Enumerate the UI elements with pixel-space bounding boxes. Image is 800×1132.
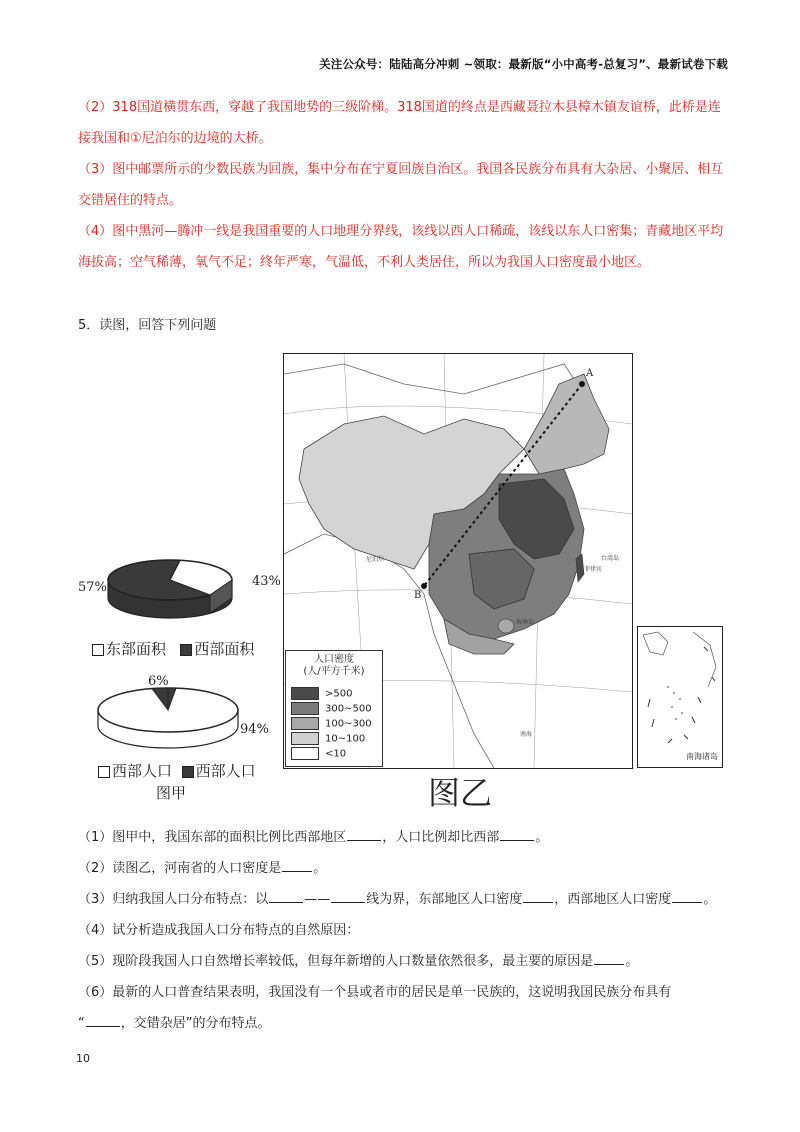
answer-blank[interactable] (594, 952, 624, 965)
map-legend-title: 人口密度 (人/平方千米) (303, 654, 365, 677)
pop-legend: 西部人口 西部人口 (98, 760, 256, 781)
page-header: 关注公众号：陆陆高分冲刺 ~领取：最新版“小中高考-总复习”、最新试卷下载 (319, 57, 728, 71)
map-legend-item (291, 732, 365, 745)
answer-2: （2）318国道横贯东西，穿越了我国地势的三级阶梯。318国道的终点是西藏聂拉木县樟木镇友谊桥，此桥是连接我国和①尼泊尔的边境的大桥。 (78, 100, 721, 146)
question-1: （1）图甲中，我国东部的面积比例比西部地区 ，人口比例却比西部 。 (78, 830, 549, 845)
point-b-label: B (414, 590, 422, 601)
answer-blank[interactable] (523, 890, 553, 903)
question-3: （3）归纳我国人口分布特点：以 —— 线为界，东部地区人口密度 ，西部地区人口密度 。 (78, 892, 717, 907)
legend-dark-swatch (180, 644, 192, 656)
question-title: 5．读图，回答下列问题 (78, 318, 217, 333)
map-legend-item (291, 747, 346, 760)
map-legend (285, 650, 383, 767)
area-legend: 东部面积 西部面积 (92, 638, 254, 659)
legend-label: 100~300 (325, 718, 372, 730)
figure-a-caption: 图甲 (156, 784, 187, 802)
question-2: （2）读图乙，河南省的人口密度是 。 (78, 861, 327, 876)
south-china-sea-inset (637, 626, 723, 768)
pop-east-percent: 94% (240, 722, 269, 737)
legend-dark-swatch (182, 766, 194, 778)
inset-label: 南海诸岛 (686, 752, 718, 761)
question-6: （6）最新的人口普查结果表明，我国没有一个县或者市的居民是单一民族的，这说明我国民族分布具有 (78, 985, 672, 1000)
legend-label: >500 (325, 688, 353, 700)
answer-blank[interactable] (282, 859, 312, 872)
answer-4: （4）图中黑河—腾冲一线是我国重要的人口地理分界线，该线以西人口稀疏，该线以东人口密集；青藏地区平均海拔高；空气稀薄，氧气不足；终年严寒，气温低，不利人类居住，所以为我国人口密度最小地区。 (78, 224, 724, 270)
legend-label: 10~100 (325, 733, 366, 745)
sea-label: 南海 (520, 731, 533, 738)
legend-swatch (291, 702, 319, 715)
map-legend-item (291, 687, 352, 700)
area-east-percent: 43% (252, 574, 281, 589)
legend-white-swatch (92, 644, 104, 656)
question-5: （5）现阶段我国人口自然增长率较低，但每年新增的人口数量依然很多，最主要的原因是 。 (78, 954, 639, 969)
legend-swatch (291, 747, 319, 760)
legend-swatch (291, 732, 319, 745)
point-a-label: A (586, 368, 594, 379)
map-legend-item (291, 717, 372, 730)
legend-white-swatch (98, 766, 110, 778)
area-pie (108, 560, 232, 618)
answer-3: （3）图中邮票所示的少数民族为回族，集中分布在宁夏回族自治区。我国各民族分布具有大杂居、小聚居、相互交错居住的特点。 (78, 162, 724, 208)
page-number: 10 (76, 1052, 90, 1065)
answer-blank[interactable] (672, 890, 702, 903)
hainan-label: 海南岛 (516, 619, 535, 626)
legend-swatch (291, 687, 319, 700)
figure-b-caption: 图乙 (428, 774, 493, 812)
question-6-cont: “ ，交错杂居”的分布特点。 (78, 1016, 271, 1031)
pop-west-percent: 6% (148, 674, 169, 689)
nepal-label: 尼泊尔 (366, 556, 385, 563)
map-legend-item (291, 702, 372, 715)
answer-blank[interactable] (347, 828, 381, 841)
figure-a (76, 558, 296, 808)
inset-drawing (638, 627, 722, 767)
taiwan-label: 台湾岛 (601, 555, 620, 562)
philippine-label: 菲律宾 (584, 566, 603, 573)
legend-swatch (291, 717, 319, 730)
area-west-percent: 57% (78, 580, 107, 595)
population-pie (98, 688, 238, 748)
question-4: （4）试分析造成我国人口分布特点的自然原因： (78, 923, 360, 938)
answer-blank[interactable] (86, 1014, 120, 1027)
answer-blank[interactable] (500, 828, 534, 841)
legend-label: <10 (325, 748, 347, 760)
answer-blank[interactable] (269, 890, 303, 903)
legend-label: 300~500 (325, 703, 372, 715)
answer-blank[interactable] (331, 890, 365, 903)
